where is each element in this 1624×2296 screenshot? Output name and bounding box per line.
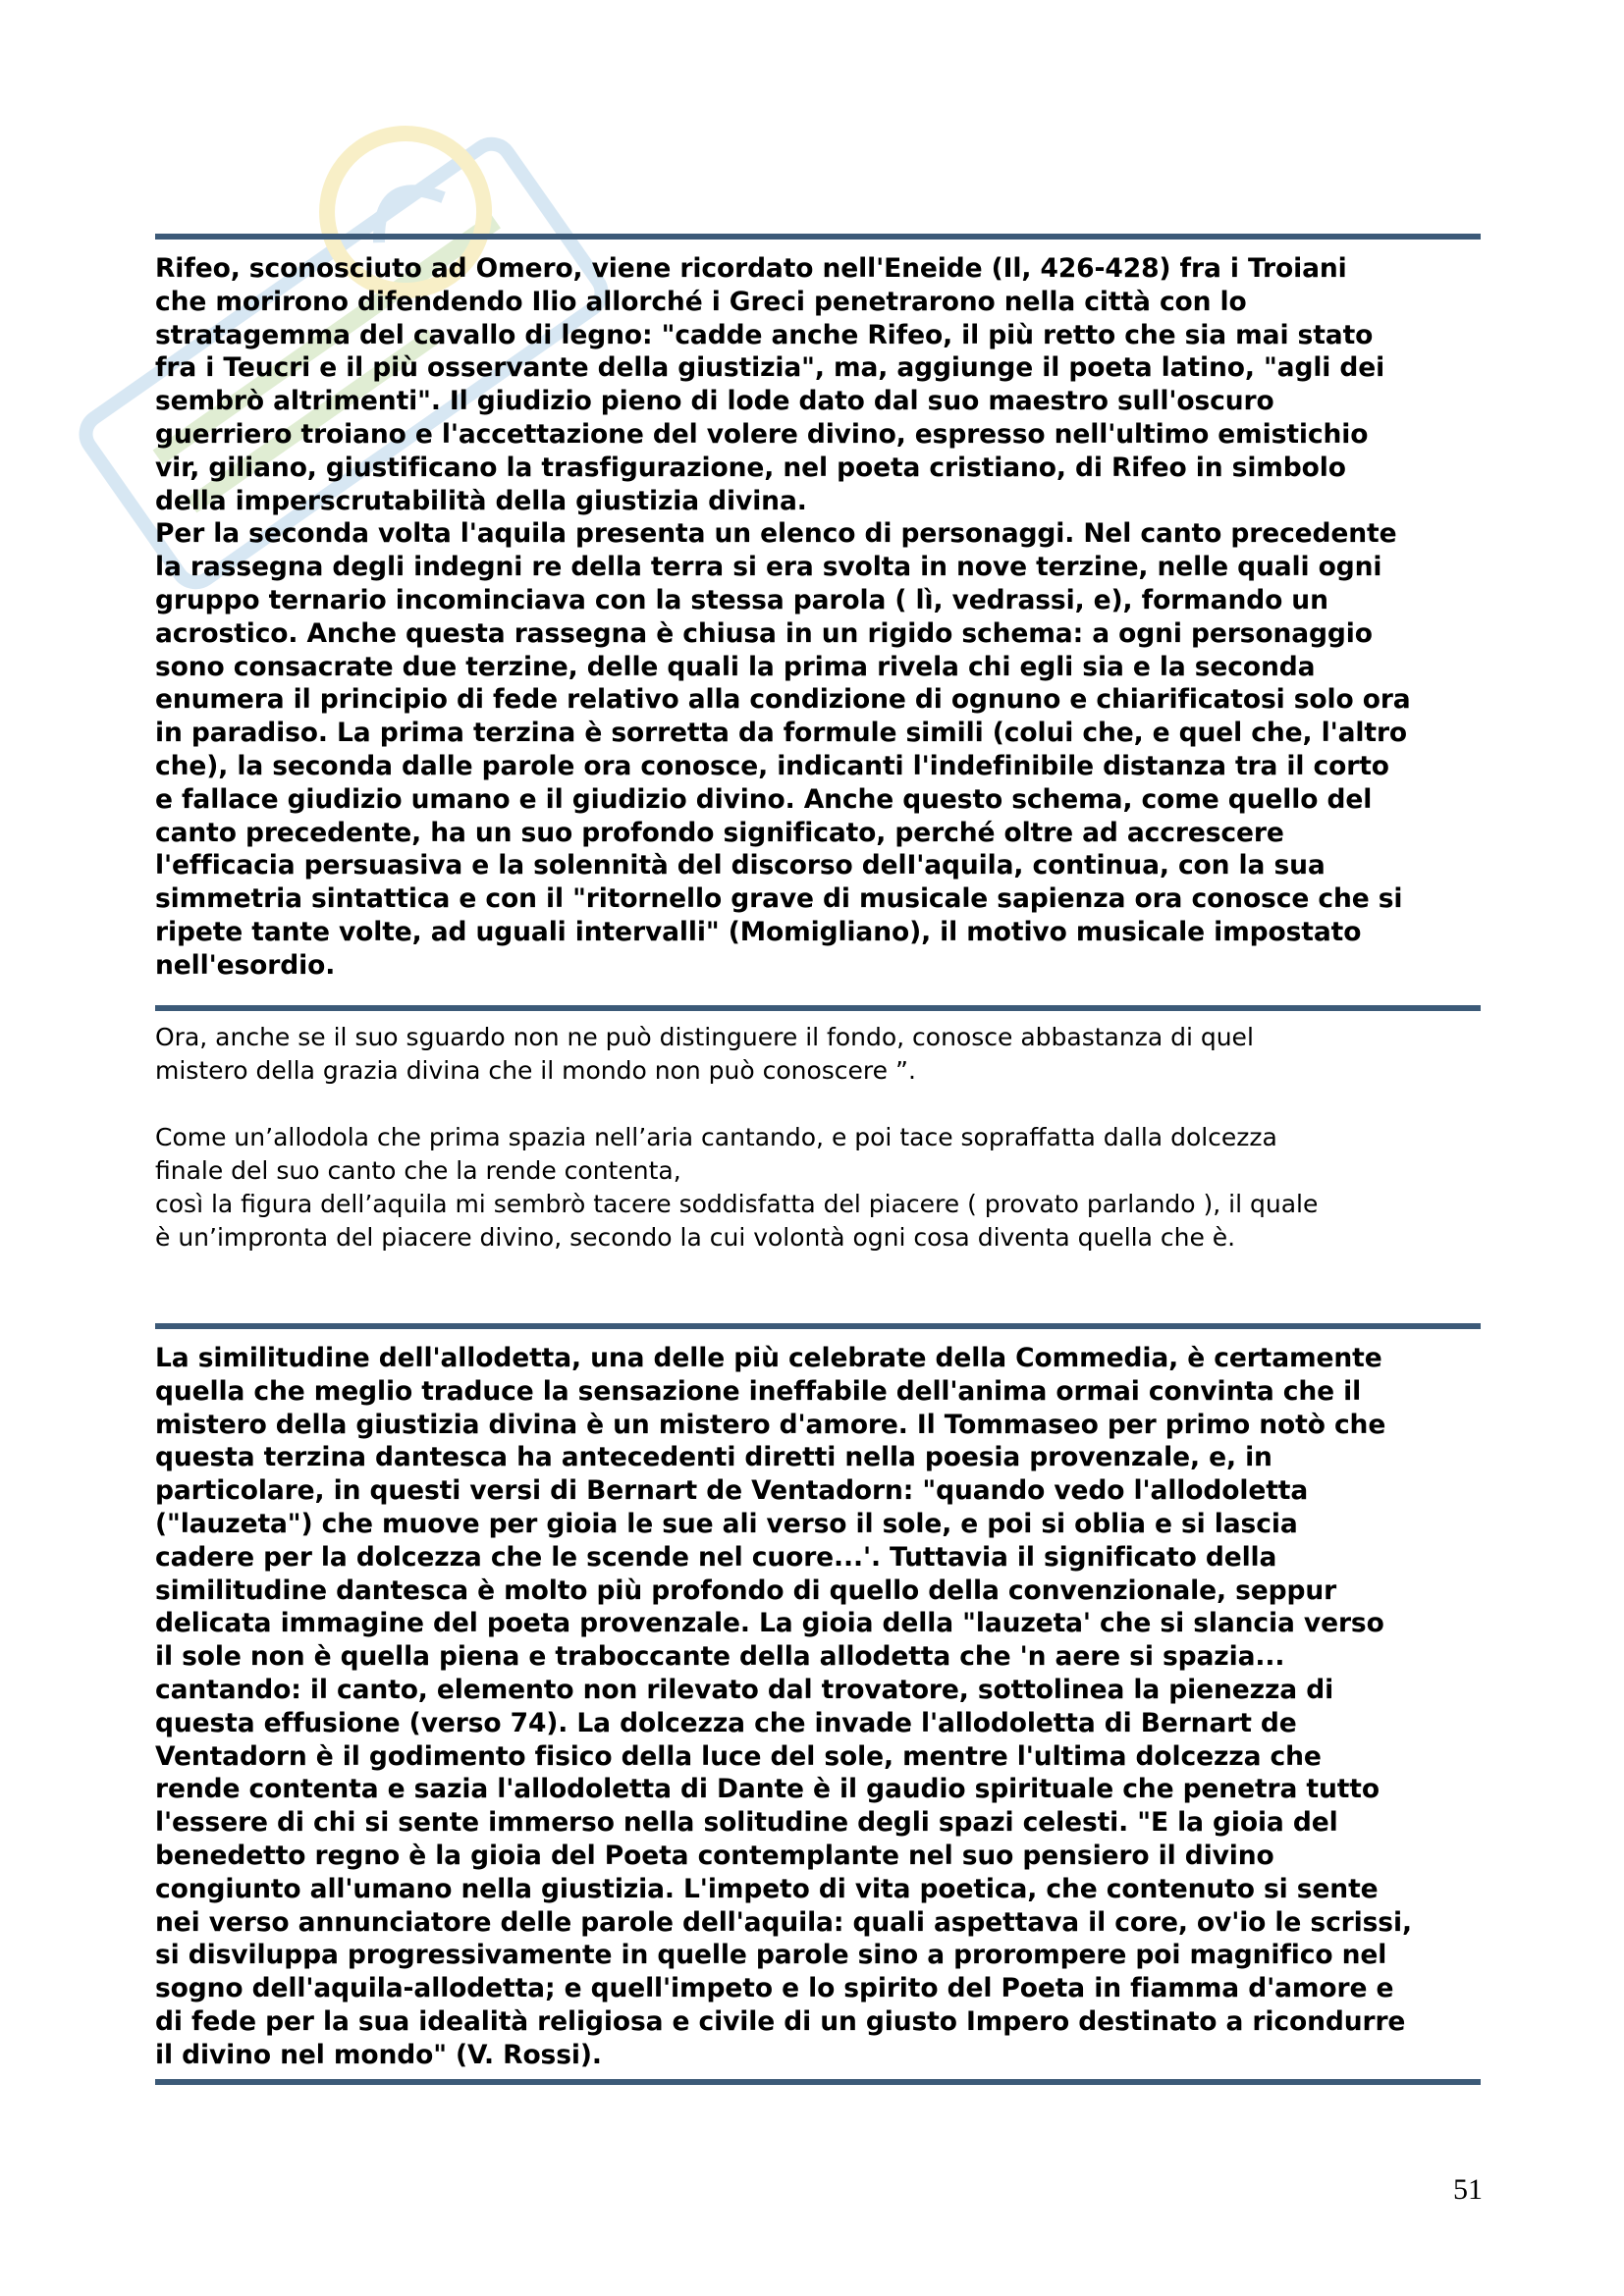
bottom-divider (155, 2079, 1481, 2085)
divider (155, 1005, 1481, 1011)
commentary-paragraph-1: Rifeo, sconosciuto ad Omero, viene ricordato nell'Eneide (Il, 426-428) fra i Troiani che morirono difendendo Ilio allorché i Greci penetrarono nella città con lo stratagemma del cavallo di legno: "cadde anche Rifeo, il più retto che sia mai stato fra i Teucri e il più osservante della giustizia", ma, aggiunge il poeta latino, "agli dei sembrò altrimenti". Il giudizio pieno di lode dato dal suo maestro sull'oscuro guerriero troiano e l'accettazione del volere divino, espresso nell'ultimo emistichio vir, giliano, giustificano la trasfigurazione, nel poeta cristiano, di Rifeo in simbolo della imperscrutabilità della giustizia divina. Per la seconda volta l'aquila presenta un elenco di personaggi. Nel canto precedente la rassegna degli indegni re della terra si era svolta in nove terzine, nelle quali ogni gruppo ternario incominciava con la stessa parola ( lì, vedrassi, e), formando un acrostico. Anche questa rassegna è chiusa in un rigido schema: a ogni personaggio sono consacrate due terzine, delle quali la prima rivela chi egli sia e la seconda enumera il principio di fede relativo alla condizione di ognuno e chiarificatosi solo ora in paradiso. La prima terzina è sorretta da formule simili (colui che, e quel che, l'altro che), la seconda dalle parole ora conosce, indicanti l'indefinibile distanza tra il corto e fallace giudizio umano e il giudizio divino. Anche questo schema, come quello del canto precedente, ha un suo profondo significato, perché oltre ad accrescere l'efficacia persuasiva e la solennità del discorso delI'aquila, continua, con la sua simmetria sintattica e con il "ritornello grave di musicale sapienza ora conosce che si ripete tante volte, ad uguali intervalli" (Momigliano), il motivo musicale impostato nell'esordio. (155, 253, 1411, 981)
section-allodetta-commentary (155, 1323, 1481, 2085)
section-rifeo-commentary (155, 234, 1481, 983)
translation-paragraph: Ora, anche se il suo sguardo non ne può distinguere il fondo, conosce abbastanza di quel mistero della grazia divina che il mondo non può conoscere ”. Come un’allodola che prima spazia nell’aria cantando, e poi tace sopraffatta dalla dolcezza finale del suo canto che la rende contenta, così la figura dell’aquila mi sembrò tacere soddisfatta del piacere ( provato parlando ), il quale è un’impronta del piacere divino, secondo la cui volontà ogni cosa diventa quella che è. (155, 1023, 1319, 1252)
section-translation (155, 1005, 1481, 1255)
divider (155, 1323, 1481, 1329)
commentary-paragraph-2: La similitudine dell'allodetta, una delle più celebrate della Commedia, è certamente quella che meglio traduce la sensazione ineffabile dell'anima ormai convinta che il mistero della giustizia divina è un mistero d'amore. Il Tommaseo per primo notò che questa terzina dantesca ha antecedenti diretti nella poesia provenzale, e, in particolare, in questi versi di Bernart de Ventadorn: "quando vedo l'allodoletta ("lauzeta") che muove per gioia le sue ali verso il sole, e poi si oblia e si lascia cadere per la dolcezza che le scende nel cuore...'. Tuttavia il significato della similitudine dantesca è molto più profondo di quello della convenzionale, seppur delicata immagine del poeta provenzale. La gioia della "lauzeta' che si slancia verso il sole non è quella piena e traboccante della allodetta che 'n aere si spazia... cantando: il canto, elemento non rilevato dal trovatore, sottolinea la pienezza di questa effusione (verso 74). La dolcezza che invade l'allodoletta di Bernart de Ventadorn è il godimento fisico della luce del sole, mentre l'ultima dolcezza che rende contenta e sazia l'allodoletta di Dante è il gaudio spirituale che penetra tutto l'essere di chi si sente immerso nella solitudine degli spazi celesti. "E la gioia del benedetto regno è la gioia del Poeta contemplante nel suo pensiero il divino congiunto all'umano nella giustizia. L'impeto di vita poetica, che contenuto si sente nei verso annunciatore delle parole dell'aquila: quali aspettava il core, ov'io le scrissi, si disviluppa progressivamente in quelle parole sino a prorompere poi magnifico nel sogno dell'aquila-allodetta; e quell'impeto e lo spirito del Poeta in fiamma d'amore e di fede per la sua idealità religiosa e civile di un giusto Impero destinato a ricondurre il divino nel mondo" (V. Rossi). (155, 1343, 1412, 2070)
page-number: 51 (1453, 2173, 1483, 2206)
top-divider (155, 234, 1481, 240)
